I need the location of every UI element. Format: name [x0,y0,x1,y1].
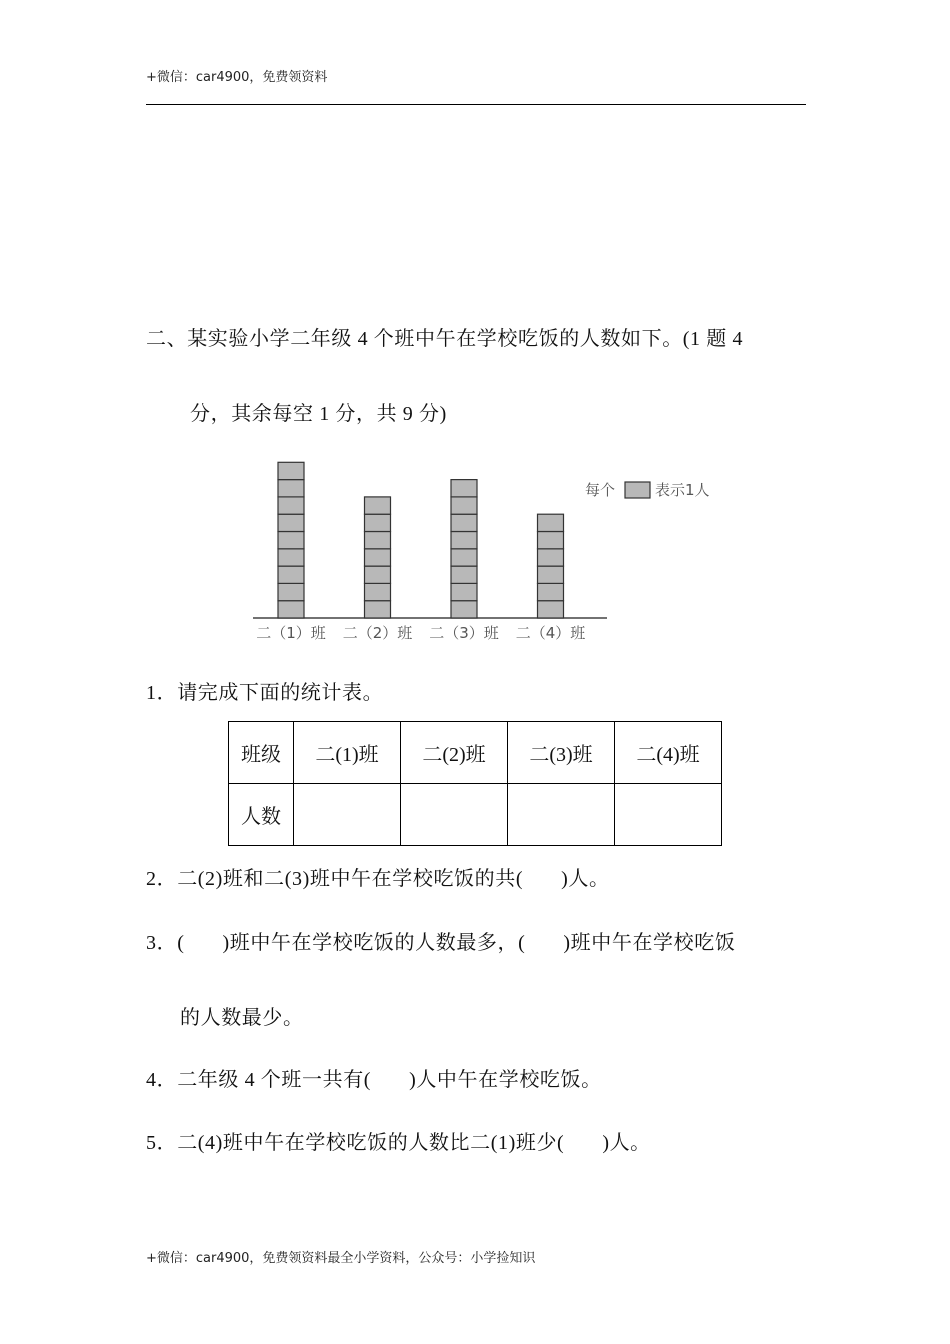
item-4 [146,1063,602,1092]
unit-block [451,480,477,497]
unit-block [278,566,304,583]
statistics-table [228,721,722,846]
table-header-cell: 二(1)班 [294,722,401,784]
bar-4 [538,514,564,618]
unit-block [278,532,304,549]
unit-block [365,549,391,566]
table-header-cell: 班级 [229,722,294,784]
unit-block [451,583,477,600]
item-4-text-b: )人中午在学校吃饭。 [409,1069,602,1091]
unit-block [538,601,564,618]
unit-block [365,566,391,583]
table-header-cell: 二(4)班 [615,722,722,784]
bar-chart [245,455,725,650]
legend-unit-block [625,482,650,498]
footer-note: +微信：car4900，免费领资料最全小学资料，公众号：小学捡知识 [146,1251,536,1266]
unit-block [365,532,391,549]
answer-cell-2[interactable] [401,784,508,846]
item-4-text-a: 4．二年级 4 个班一共有( [146,1069,372,1091]
unit-block [278,497,304,514]
item-3-text-a: 3．( [146,932,185,954]
table-header-row [229,722,722,784]
question-title: 二、某实验小学二年级 4 个班中午在学校吃饭的人数如下。(1 题 4 [146,328,744,350]
unit-block [451,532,477,549]
item-3-continued: 的人数最少。 [180,1007,304,1029]
category-label: 二（2）班 [342,624,413,642]
unit-block [538,532,564,549]
unit-block [278,480,304,497]
unit-block [451,549,477,566]
item-5-text-b: )人。 [602,1132,651,1154]
item-2-text-a: 2．二(2)班和二(3)班中午在学校吃饭的共( [146,868,524,890]
unit-block [538,514,564,531]
category-label: 二（3）班 [429,624,499,642]
item-3-text-b: )班中午在学校吃饭的人数最多，( [222,932,526,954]
legend-prefix: 每个 [585,481,616,499]
unit-block [278,583,304,600]
item-5 [146,1126,651,1155]
unit-block [365,514,391,531]
unit-block [451,497,477,514]
unit-block [451,601,477,618]
item-2-text-b: )人。 [561,868,610,890]
unit-block [278,514,304,531]
unit-block [451,514,477,531]
unit-block [451,566,477,583]
unit-block [365,583,391,600]
answer-cell-1[interactable] [294,784,401,846]
item-1: 1．请完成下面的统计表。 [146,682,384,704]
unit-block [538,566,564,583]
category-label: 二（4）班 [515,624,586,642]
item-2 [146,862,610,891]
legend-suffix: 表示1人 [655,481,710,499]
bar-3 [451,480,477,618]
question-title-continued: 分，其余每空 1 分，共 9 分) [190,403,447,425]
table-row-label: 人数 [229,784,294,846]
unit-block [538,549,564,566]
answer-cell-4[interactable] [615,784,722,846]
header-divider [146,104,806,105]
answer-cell-3[interactable] [508,784,615,846]
unit-block [365,497,391,514]
table-row [229,784,722,846]
unit-block [278,549,304,566]
unit-block [278,462,304,479]
bar-2 [365,497,391,618]
item-5-text-a: 5．二(4)班中午在学校吃饭的人数比二(1)班少( [146,1132,565,1154]
table-header-cell: 二(3)班 [508,722,615,784]
unit-block [365,601,391,618]
unit-block [538,583,564,600]
header-note: +微信：car4900，免费领资料 [146,70,328,85]
unit-block [278,601,304,618]
table-header-cell: 二(2)班 [401,722,508,784]
item-3 [146,926,735,955]
bar-1 [278,462,304,618]
category-label: 二（1）班 [256,624,326,642]
item-3-text-c: )班中午在学校吃饭 [563,932,736,954]
